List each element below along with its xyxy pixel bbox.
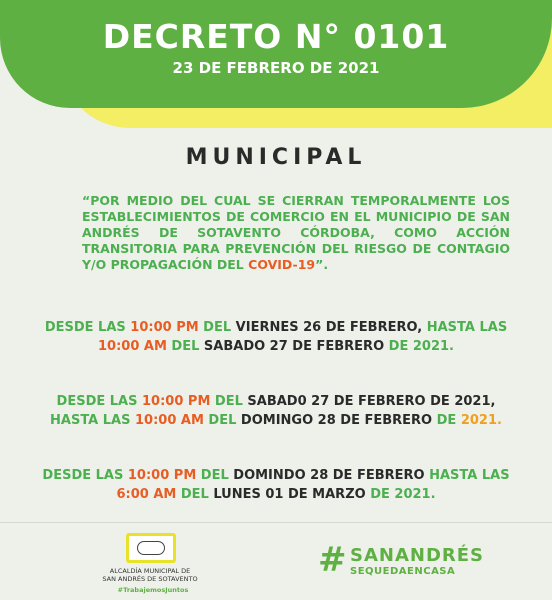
schedule-time: 10:00 PM: [130, 320, 199, 335]
schedule-text: DEL: [196, 468, 234, 483]
schedule-year: 2021.: [394, 487, 436, 502]
schedule-time: 10:00 PM: [127, 468, 197, 483]
schedule-date: LUNES 01 DE MARZO: [213, 487, 366, 502]
municipal-logo: [126, 533, 176, 563]
footer-divider: [0, 522, 552, 523]
hashtag-main: SANANDRÉS: [350, 545, 485, 566]
schedule-time: 10:00 PM: [142, 394, 211, 409]
quote-text: “POR MEDIO DEL CUAL SE CIERRAN TEMPORALMENTE LOS ESTABLECIMIENTOS DE COMERCIO EN EL MUNICIPIO DE SAN ANDRÉS DE SOTAVENTO CÓRDOBA, COMO ACCIÓN TRANSITORIA PARA PREVENCIÓN DEL RIESGO DE CONTAGIO Y/O PROPAGACIÓN DEL: [82, 193, 510, 272]
decree-quote: [82, 193, 510, 273]
schedule-text: HASTA LAS: [422, 320, 508, 335]
schedule-text: DEL: [198, 320, 236, 335]
schedule-text: DE: [384, 339, 413, 354]
schedule-text: HASTA LAS: [50, 413, 135, 428]
schedule-date: VIERNES 26 DE FEBRERO,: [235, 320, 423, 335]
schedule-date: DOMINGO 28 DE FEBRERO: [240, 413, 433, 428]
logo-caption: [90, 567, 210, 583]
schedule-text: DE: [365, 487, 395, 502]
decree-title: DECRETO N° 0101: [102, 17, 450, 56]
schedule-3: [40, 466, 512, 504]
logo-caption-line: SAN ANDRÉS DE SOTAVENTO: [102, 575, 198, 583]
decree-date: 23 DE FEBRERO DE 2021: [172, 59, 380, 77]
schedule-time: 6:00 AM: [116, 487, 177, 502]
logo-caption-line: ALCALDÍA MUNICIPAL DE: [109, 567, 191, 575]
schedule-text: HASTA LAS: [424, 468, 510, 483]
schedule-text: DEL: [176, 487, 214, 502]
quote-end: ”.: [315, 257, 329, 272]
schedule-text: DESDE LAS: [44, 320, 131, 335]
schedule-date: SABAD0 27 DE FEBRERO DE 2021,: [247, 394, 496, 409]
schedule-text: DESDE LAS: [42, 468, 128, 483]
logo-hashtag: #TrabajemosJuntos: [117, 586, 189, 594]
schedule-1: [40, 318, 512, 356]
schedule-time: 10:00 AM: [98, 339, 167, 354]
schedule-text: DESDE LAS: [56, 394, 143, 409]
hashtag-icon: #: [318, 540, 347, 580]
schedule-text: DEL: [210, 394, 248, 409]
schedule-text: DE: [432, 413, 461, 428]
schedule-time: 10:00 AM: [135, 413, 204, 428]
hashtag-sub: SEQUEDAENCASA: [350, 566, 456, 577]
eye-icon: [137, 541, 165, 555]
schedule-text: DEL: [166, 339, 204, 354]
schedule-date: SABADO 27 DE FEBRERO: [203, 339, 385, 354]
quote-highlight: COVID-19: [248, 257, 316, 272]
schedule-year: 2021.: [412, 339, 454, 354]
schedule-2: [40, 392, 512, 430]
schedule-year: 2021.: [460, 413, 502, 428]
section-title: MUNICIPAL: [185, 145, 367, 170]
schedule-text: DEL: [203, 413, 241, 428]
schedule-date: DOMINDO 28 DE FEBRERO: [233, 468, 425, 483]
